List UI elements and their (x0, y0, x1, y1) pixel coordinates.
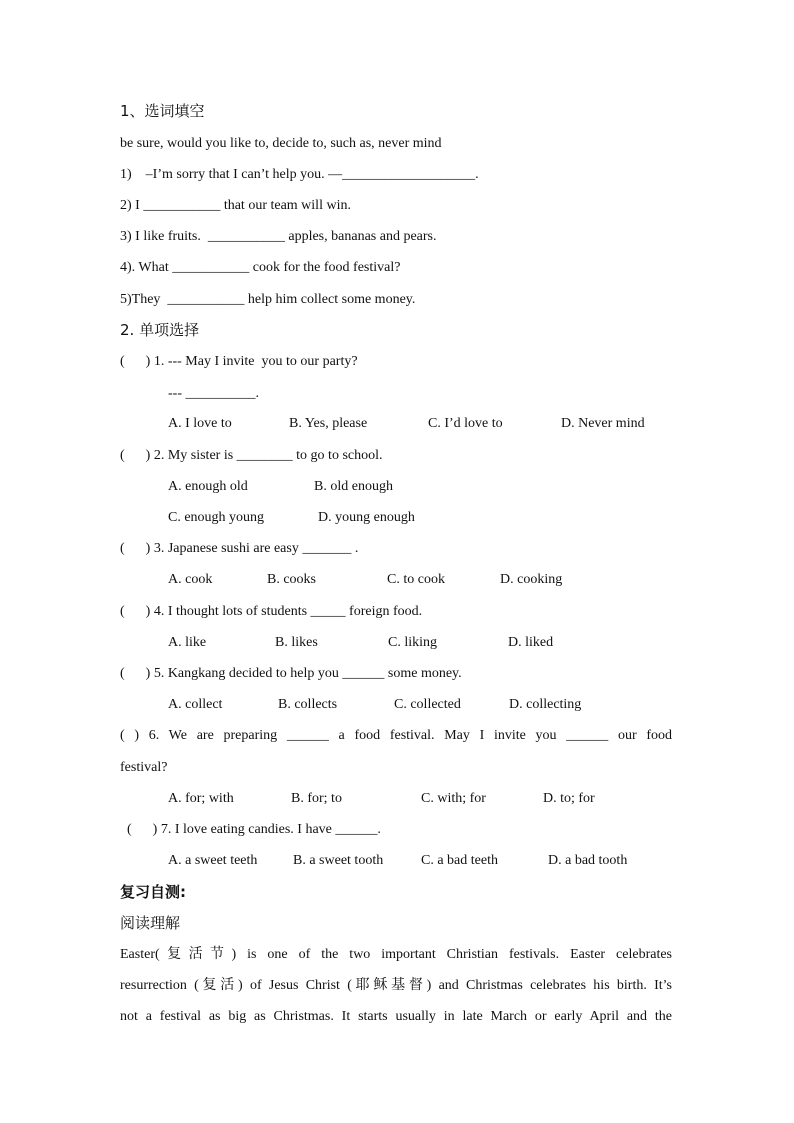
question-6-option-d: D. to; for (543, 791, 595, 806)
passage-line-3: not a festival as big as Christmas. It starts usually in late March or early April and the (120, 1009, 672, 1024)
question-1-reply: --- __________. (168, 386, 259, 401)
fill-item-1: 1) –I’m sorry that I can’t help you. —___________________. (120, 167, 479, 182)
question-2-option-a: A. enough old (168, 479, 248, 494)
question-3-option-a: A. cook (168, 572, 213, 587)
question-7-option-a: A. a sweet teeth (168, 853, 258, 868)
fill-item-4: 4). What ___________ cook for the food festival? (120, 260, 401, 275)
question-3-option-d: D. cooking (500, 572, 563, 587)
question-1-option-c: C. I’d love to (428, 416, 503, 431)
question-1-option-d: D. Never mind (561, 416, 645, 431)
question-7-option-c: C. a bad teeth (421, 853, 498, 868)
question-6-option-a: A. for; with (168, 791, 234, 806)
fill-item-3: 3) I like fruits. ___________ apples, bananas and pears. (120, 229, 437, 244)
passage-line-1: Easter(复活节) is one of the two important Christian festivals. Easter celebrates (120, 947, 672, 962)
question-7-stem: ( ) 7. I love eating candies. I have ______. (127, 822, 381, 837)
question-2-option-b: B. old enough (314, 479, 393, 494)
question-4-option-a: A. like (168, 635, 207, 650)
question-5-stem: ( ) 5. Kangkang decided to help you ______ some money. (120, 666, 462, 681)
question-1-stem: ( ) 1. --- May I invite you to our party? (120, 354, 358, 369)
passage-line-2: resurrection (复活) of Jesus Christ (耶稣基督) and Christmas celebrates his birth. It’s (120, 978, 672, 993)
question-5-option-d: D. collecting (509, 697, 582, 712)
question-2-option-d: D. young enough (318, 510, 415, 525)
question-6-stem-line2: festival? (120, 760, 168, 775)
question-2-stem: ( ) 2. My sister is ________ to go to school. (120, 448, 383, 463)
question-4-option-b: B. likes (275, 635, 318, 650)
question-4-option-c: C. liking (388, 635, 438, 650)
question-1-option-a: A. I love to (168, 416, 232, 431)
question-3-option-b: B. cooks (267, 572, 316, 587)
question-6-stem-line1: ( ) 6. We are preparing ______ a food festival. May I invite you ______ our food (120, 728, 672, 743)
question-6-option-b: B. for; to (291, 791, 342, 806)
question-3-option-c: C. to cook (387, 572, 445, 587)
question-1-option-b: B. Yes, please (289, 416, 368, 431)
question-7-option-d: D. a bad tooth (548, 853, 628, 868)
question-2-option-c: C. enough young (168, 510, 265, 525)
fill-item-2: 2) I ___________ that our team will win. (120, 198, 351, 213)
reading-subtitle: 阅读理解 (120, 914, 181, 932)
question-5-option-b: B. collects (278, 697, 338, 712)
question-4-stem: ( ) 4. I thought lots of students _____ foreign food. (120, 604, 423, 619)
question-4-option-d: D. liked (508, 635, 554, 650)
fill-item-5: 5)They ___________ help him collect some money. (120, 292, 416, 307)
question-5-option-a: A. collect (168, 697, 223, 712)
review-title: 复习自测: (120, 883, 186, 901)
question-5-option-c: C. collected (394, 697, 461, 712)
question-6-option-c: C. with; for (421, 791, 486, 806)
section1-title: 1、选词填空 (120, 102, 205, 120)
word-bank: be sure, would you like to, decide to, such as, never mind (120, 136, 442, 151)
section2-title: 2. 单项选择 (120, 321, 200, 339)
question-7-option-b: B. a sweet tooth (293, 853, 384, 868)
question-3-stem: ( ) 3. Japanese sushi are easy _______ . (120, 541, 359, 556)
